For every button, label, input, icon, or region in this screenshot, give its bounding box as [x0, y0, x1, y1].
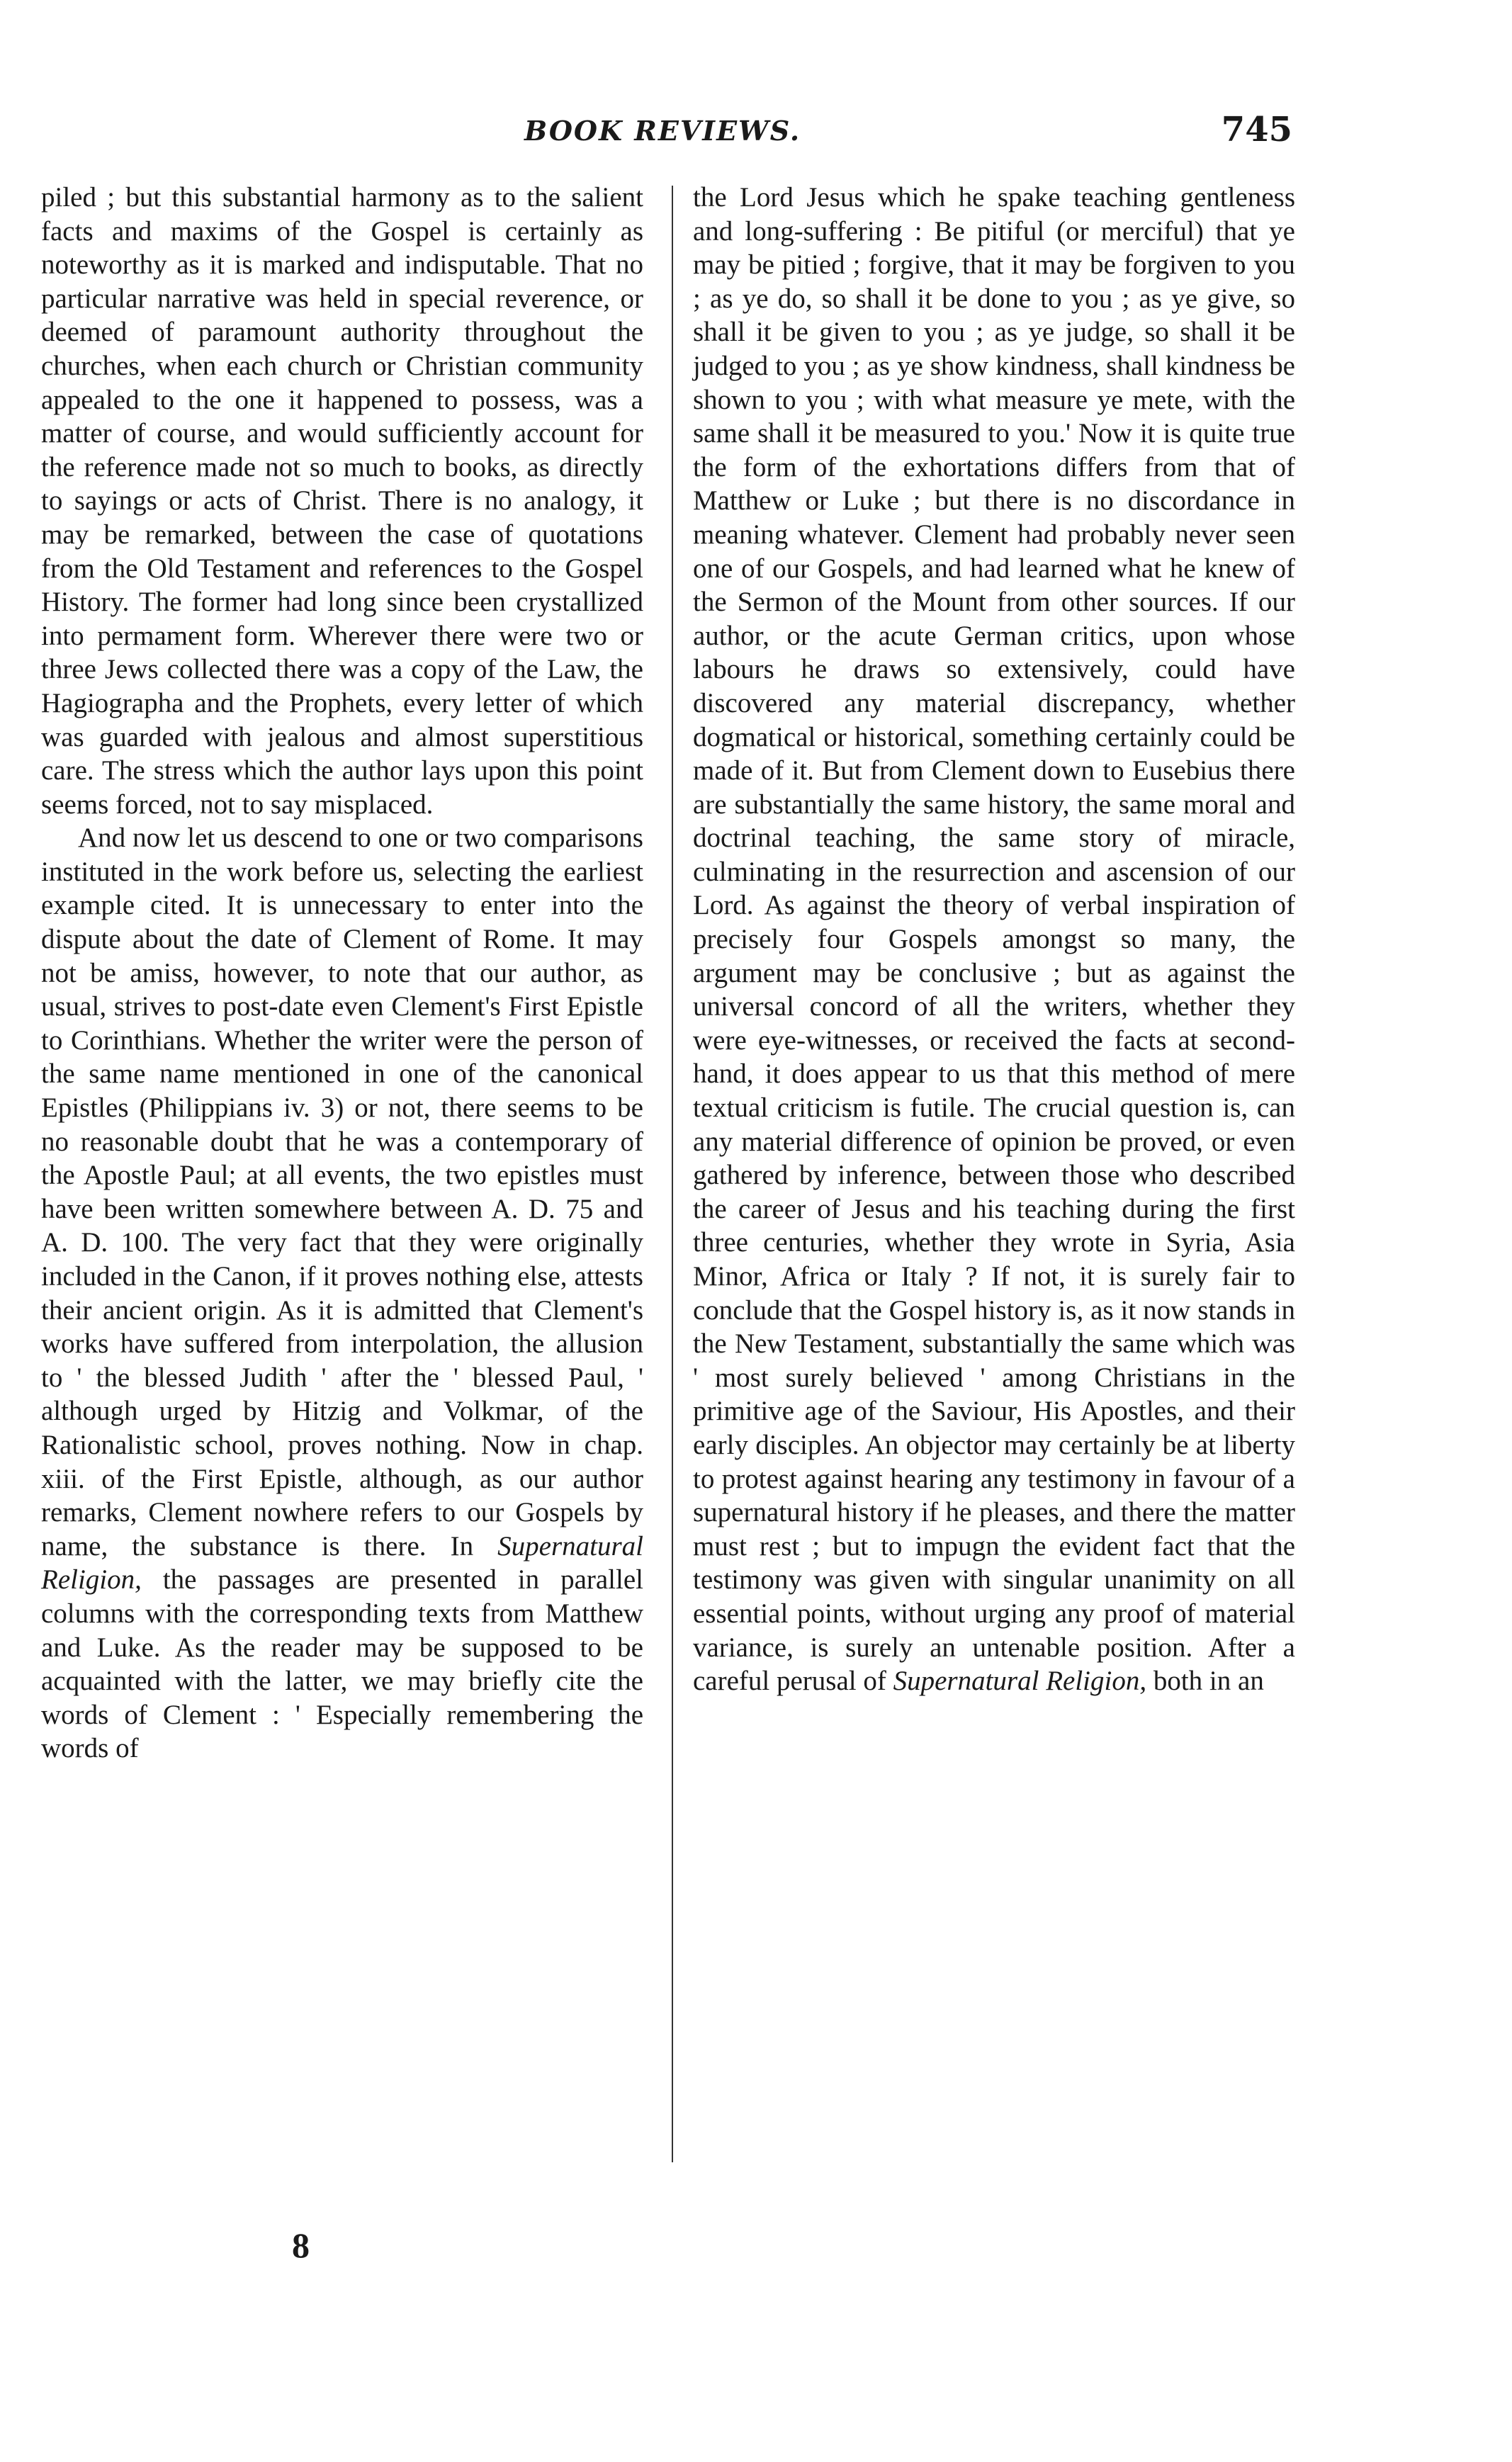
left-paragraph-1: piled ; but this substantial harmony as to the salient facts and maxims of the Gospel is certainly as noteworthy as it is marked and indisputable. That no particular narrative was held in special reverence, or deemed of paramount authority throughout the churches, when each church or Christian community appealed to the one it happened to possess, was a matter of course, and would sufficiently account for the reference made not so much to books, as directly to sayings or acts of Christ. There is no analogy, it may be remarked, between the case of quotations from the Old Testament and references to the Gospel History. The former had long since been crystallized into permament form. Wherever there were two or three Jews collected there was a copy of the Law, the Hagiographa and the Prophets, every letter of which was guarded with jealous and almost superstitious care. The stress which the author lays upon this point seems forced, not to say misplaced. — [41, 182, 643, 820]
right-paragraph-text: the Lord Jesus which he spake teaching gentleness and long-suffering : Be pitiful (or merciful) that ye may be pitied ; forgive, that it may be forgiven to you ; as ye do, so shall it be done to you ; as ye give, so shall it be given to you ; as ye judge, so shall it be judged to you ; as ye show kindness, shall kindness be shown to you ; with what measure ye mete, with the same shall it be measured to you.' Now it is quite true the form of the exhortations differs from that of Matthew or Luke ; but there is no discordance in meaning whatever. Clement had probably never seen one of our Gospels, and had learned what he knew of the Sermon of the Mount from other sources. If our author, or the acute German critics, upon whose labours he draws so extensively, could have discovered any material discrepancy, whether dogmatical or historical, something certainly could be made of it. But from Clement down to Eusebius there are substantially the same history, the same moral and doctrinal teaching, the same story of miracle, culminating in the resurrection and ascension of our Lord. As against the theory of verbal inspiration of precisely four Gospels amongst so many, the argument may be conclusive ; but as against the universal concord of all the writers, whether they were eye-witnesses, or received the facts at second-hand, it does appear to us that this method of mere textual criticism is futile. The crucial question is, can any material difference of opinion be proved, or even gathered by inference, between those who described the career of Jesus and his teaching during the first three centuries, whether they wrote in Syria, Asia Minor, Africa or Italy ? If not, it is surely fair to conclude that the Gospel history is, as it now stands in the New Testament, substantially the same which was ' most surely believed ' among Christians in the primitive age of the Saviour, His Apostles, and their early disciples. An objector may certainly be at liberty to protest against hearing any testimony in favour of a supernatural history if he pleases, and there the matter must rest ; but to impugn the evident fact that the testimony was given with singular unanimity on all essential points, without urging any proof of material variance, is surely an untenable position. After a careful perusal of — [693, 182, 1295, 1697]
right-paragraph-tail: both in an — [1146, 1666, 1264, 1697]
italic-book-title-2: Supernatural Religion, — [893, 1666, 1147, 1697]
column-divider — [672, 186, 673, 2162]
running-title: BOOK REVIEWS. — [524, 115, 801, 147]
left-column — [41, 181, 643, 1766]
page-number: 745 — [1221, 110, 1292, 149]
left-paragraph-2 — [41, 821, 643, 1766]
right-column — [693, 181, 1295, 1698]
italic-book-title: Supernatural Religion, — [41, 1530, 644, 1596]
signature-mark: 8 — [292, 2225, 310, 2265]
left-paragraph-2-text: And now let us descend to one or two comparisons instituted in the work before us, selecting the earliest example cited. It is unnecessary to enter into the dispute about the date of Clement of Rome. It may not be amiss, however, to note that our author, as usual, strives to post-date even Clement's First Epistle to Corinthians. Whether the writer were the person of the same name mentioned in one of the canonical Epistles (Philippians iv. 3) or not, there seems to be no reasonable doubt that he was a contemporary of the Apostle Paul; at all events, the two epistles must have been written somewhere between A. D. 75 and A. D. 100. The very fact that they were originally included in the Canon, if it proves nothing else, attests their ancient origin. As it is admitted that Clement's works have suffered from interpolation, the allusion to ' the blessed Judith ' after the ' blessed Paul, ' although urged by Hitzig and Volkmar, of the Rationalistic school, proves nothing. Now in chap. xiii. of the First Epistle, although, as our author remarks, Clement nowhere refers to our Gospels by name, the substance is there. In — [41, 823, 643, 1562]
right-paragraph — [693, 181, 1295, 1698]
left-paragraph-2-tail: the passages are presented in parallel columns with the corresponding texts from Matthew and Luke. As the reader may be supposed to be acquainted with the latter, we may briefly cite the words of Clement : ' Especially remembering the words of — [41, 1564, 643, 1764]
